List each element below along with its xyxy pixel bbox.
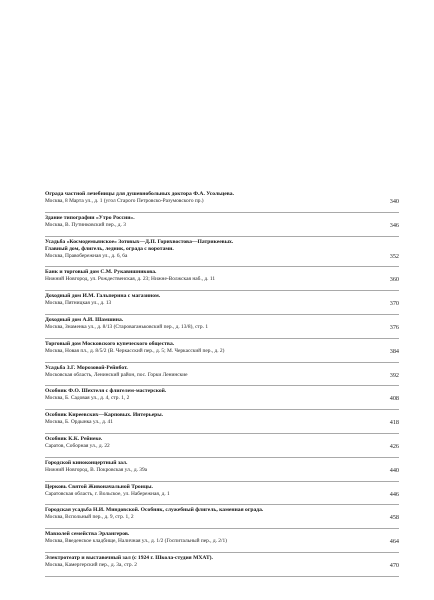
entry-address: Москва, Б. Ордынка ул., д. 41: [45, 419, 113, 426]
entry-address: Москва, Пятницкая ул., д. 13: [45, 300, 112, 307]
entry-address: Москва, Новая пл., д. 8/5/2 (В. Черкасский пер., д. 5; М. Черкасский пер., д. 2): [45, 347, 225, 354]
entry-page-number: 458: [389, 514, 399, 522]
entry-page-number: 440: [389, 466, 399, 474]
toc-entry: [45, 213, 399, 237]
entry-title: Особняк К.К. Рейнеке.: [45, 435, 103, 442]
entry-address: Москва, Знаменка ул., д. 8/13 (Староваганьковский пер., д. 13/8), стр. 1: [45, 323, 209, 330]
entry-address: Саратов, Соборная ул., д. 22: [45, 442, 110, 449]
entry-page-number: 360: [389, 276, 399, 284]
toc-entry: [45, 267, 399, 291]
entry-address-row: [45, 562, 399, 570]
entry-address-row: [45, 300, 399, 308]
entry-address-row: [45, 372, 399, 380]
entry-title: Доходный дом А.И. Шамшина.: [45, 316, 124, 323]
entry-page-number: 408: [389, 395, 399, 403]
entry-title: Церковь Святой Живоначальной Троицы.: [45, 483, 153, 490]
toc-entry: [45, 339, 399, 363]
entry-page-number: 426: [389, 442, 399, 450]
toc-entry: [45, 189, 399, 213]
entry-title: Здание типографии «Утро России».: [45, 214, 135, 221]
entry-title: Банк и торговый дом С.М. Рукавишникова.: [45, 269, 157, 276]
entry-address-row: [45, 443, 399, 451]
entry-title: Ограда частной лечебницы для душевнобольных доктора Ф.А. Усольцева.: [45, 191, 234, 197]
toc-entry: [45, 529, 399, 553]
toc-entry: [45, 315, 399, 339]
entry-address: Москва, В. Путинковский пер., д. 3: [45, 221, 126, 228]
toc-entry: [45, 363, 399, 387]
entry-address-row: [45, 348, 399, 356]
entry-page-number: 470: [389, 561, 399, 569]
toc-entry: [45, 482, 399, 506]
entry-page-number: 418: [389, 419, 399, 427]
entry-address: Москва, Камергерский пер., д. 3а, стр. 2: [45, 561, 137, 568]
entry-address-row: [45, 198, 399, 206]
entry-page-number: 346: [389, 221, 399, 229]
entry-address-row: [45, 491, 399, 499]
entry-page-number: 340: [389, 198, 399, 205]
toc-entry: [45, 386, 399, 410]
table-of-contents: [45, 189, 399, 577]
entry-title: Торговый дом Московского купеческого общества.: [45, 340, 175, 347]
entry-address: Москва, Введенское кладбище, Наличная ул., д. 1/2 (Госпитальный пер., д. 2/1): [45, 538, 227, 545]
entry-title: Особняк Ф.О. Шехтеля с флигелем-мастерской.: [45, 388, 167, 395]
entry-address-row: [45, 253, 399, 261]
toc-entry: [45, 291, 399, 315]
entry-address-row: [45, 514, 399, 522]
entry-title: Электротеатр и выставочный зал (с 1924 г. Школа-студия МХАТ).: [45, 554, 213, 561]
entry-title: Усадьба З.Г. Морозовой-Рейнбот.: [45, 364, 128, 371]
toc-entry: [45, 505, 399, 529]
entry-title: Усадьба «Космодемьянское» Зотовых—Д.П. Горихвостова—Патрикеевых.: [45, 238, 234, 245]
entry-address-row: [45, 222, 399, 230]
entry-address-row: [45, 395, 399, 403]
entry-address: Москва, Б. Садовая ул., д. 4, стр. 1, 2: [45, 395, 130, 402]
entry-title-continued: Главный дом, флигель, ледник, ограда с воротами.: [45, 245, 174, 252]
entry-page-number: 392: [389, 371, 399, 379]
entry-title: Особняк Киреевских—Карповых. Интерьеры.: [45, 412, 164, 419]
entry-title: Доходный дом И.М. Гальперина с магазином.: [45, 293, 161, 300]
entry-address-row: [45, 467, 399, 475]
toc-entry: [45, 553, 399, 577]
entry-address-row: [45, 276, 399, 284]
toc-entry: [45, 434, 399, 458]
entry-title: Мавзолей семейства Эрлангеров.: [45, 531, 130, 538]
entry-page-number: 352: [389, 252, 399, 260]
toc-entry: [45, 458, 399, 482]
entry-address: Москва, 8 Марта ул., д. 1 (угол Старого Петровско-Разумовского пр.): [45, 198, 204, 204]
entry-page-number: 376: [389, 323, 399, 331]
toc-entry: [45, 410, 399, 434]
entry-address: Саратовская область, г. Вольское, ул. Набережная, д. 1: [45, 490, 170, 497]
entry-address: Москва, Правобережная ул., д. 6, 6а: [45, 252, 128, 259]
entry-address-row: [45, 324, 399, 332]
entry-page-number: 464: [389, 538, 399, 546]
entry-page-number: 370: [389, 300, 399, 308]
entry-address: Нижний Новгород, ул. Рождественская, д. 23; Нижне-Волжская наб., д. 11: [45, 276, 216, 283]
entry-address: Москва, Вспольный пер., д. 9, стр. 1, 2: [45, 514, 134, 521]
entry-title: Городской киноконцертный зал.: [45, 459, 128, 466]
entry-page-number: 384: [389, 347, 399, 355]
entry-address: Московская область, Ленинский район, пос. Горки Ленинские: [45, 371, 188, 378]
entry-title: Городская усадьба Н.И. Миндовской. Особняк, служебный флигель, каменная ограда.: [45, 507, 264, 514]
entry-address: Нижний Новгород, В. Покровская ул., д. 39а: [45, 466, 148, 473]
entry-page-number: 446: [389, 490, 399, 498]
entry-address-row: [45, 538, 399, 546]
entry-address-row: [45, 419, 399, 427]
toc-entry: [45, 237, 399, 268]
